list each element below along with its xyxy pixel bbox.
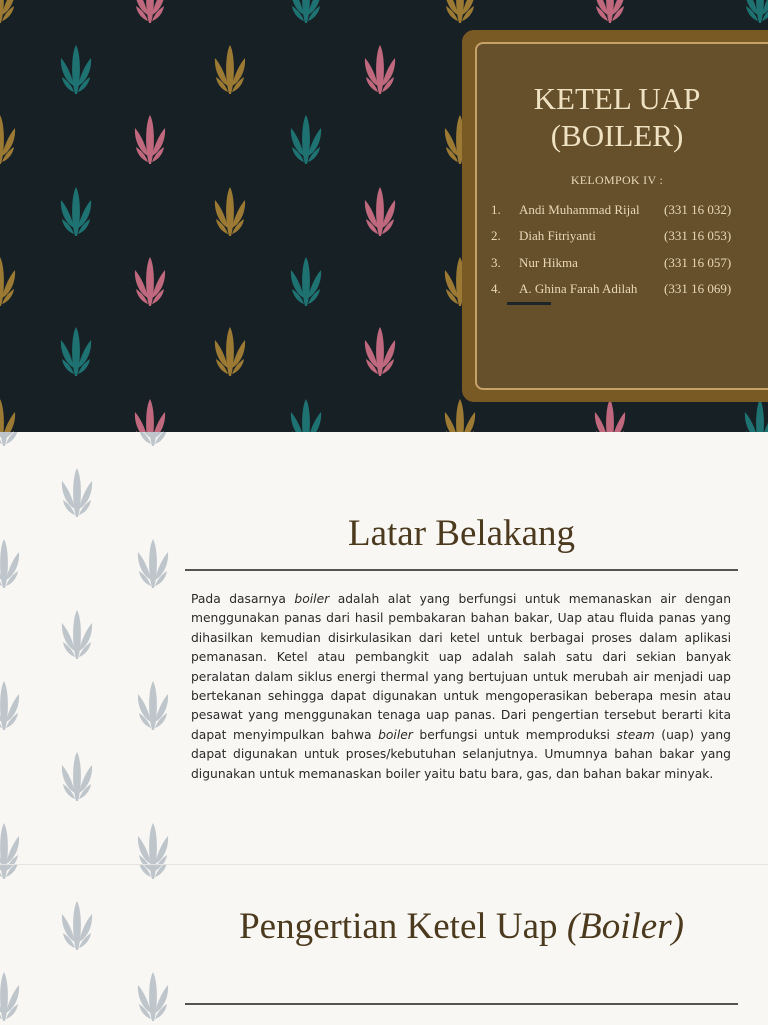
leaf-icon xyxy=(365,327,395,376)
leaf-icon xyxy=(138,972,168,1021)
member-item xyxy=(491,281,761,297)
leaf-icon xyxy=(138,681,168,730)
member-item xyxy=(491,202,761,218)
accent-underline xyxy=(507,302,551,305)
paragraph-text: adalah alat yang berfungsi untuk memanaskan air dengan menggunakan panas dari hasil pembakaran bahan bakar, Uap atau fluida panas yang dihasilkan kemudian disirkulasikan dari ketel untuk berbagai proses dalam aplikasi pemanasan. Ketel atau pembangkit uap adalah salah satu dari sekian banyak peralatan dalam siklus energi thermal yang bertujuan untuk merubah air menjadi uap bertekanan sehingga dapat digunakan untuk mengoperasikan beberapa mesin atau pesawat yang menggunakan tenaga uap panas. Dari pengertian tersebut berarti kita dapat menyimpulkan bahwa xyxy=(191,592,731,742)
leaf-icon xyxy=(445,399,475,432)
title-line-1: KETEL UAP xyxy=(533,81,701,116)
leaf-icon xyxy=(0,432,19,446)
leaf-icon xyxy=(135,0,165,23)
title-slide xyxy=(0,0,768,432)
leaf-icon xyxy=(365,45,395,94)
member-id: (331 16 057) xyxy=(664,255,732,270)
leaf-icon xyxy=(291,115,321,164)
leaf-icon xyxy=(0,257,15,306)
member-id: (331 16 053) xyxy=(664,228,732,243)
definition-slide xyxy=(0,864,768,1025)
member-name: Nur Hikma xyxy=(519,255,578,270)
leaf-icon xyxy=(135,115,165,164)
paragraph-text: berfungsi untuk memproduksi xyxy=(412,727,617,742)
section-heading: Latar Belakang xyxy=(347,513,576,554)
section-heading xyxy=(185,905,738,948)
leaf-icon xyxy=(62,468,92,517)
leaf-icon xyxy=(61,45,91,94)
italic-term: steam xyxy=(616,727,655,742)
leaf-icon xyxy=(61,187,91,236)
member-id: (331 16 069) xyxy=(664,281,732,296)
leaf-icon xyxy=(62,901,92,950)
title-card-inner xyxy=(475,42,768,390)
leaf-icon xyxy=(135,257,165,306)
leaf-icon xyxy=(0,0,15,23)
paragraph-text: Pada dasarnya xyxy=(191,592,295,606)
member-name: Andi Muhammad Rijal xyxy=(519,202,640,217)
group-label: KELOMPOK IV : xyxy=(570,173,664,187)
member-id: (331 16 032) xyxy=(664,202,732,217)
leaf-icon xyxy=(291,257,321,306)
heading-italic: (Boiler) xyxy=(566,906,684,947)
leaf-icon xyxy=(138,865,168,879)
paragraph-text: (uap) yang dapat digunakan untuk proses/kebutuhan selanjutnya. Umumnya bahan bakar yang digunakan untuk memanaskan boiler yaitu batu bara, gas, dan bahan bakar minyak. xyxy=(191,727,731,781)
member-number: 1. xyxy=(491,202,501,217)
leaf-icon xyxy=(215,187,245,236)
leaf-icon xyxy=(62,610,92,659)
slide-title xyxy=(477,80,757,154)
background-slide xyxy=(0,432,768,864)
leaf-icon xyxy=(138,432,168,446)
leaf-icon xyxy=(745,399,768,432)
heading-plain: Pengertian Ketel Uap xyxy=(239,906,567,947)
leaf-icon xyxy=(291,399,321,432)
leaf-icon xyxy=(0,115,15,164)
leaf-icon xyxy=(135,399,165,432)
leaf-icon xyxy=(595,0,625,23)
title-line-2: (BOILER) xyxy=(550,118,684,153)
member-item xyxy=(491,228,761,244)
member-number: 4. xyxy=(491,281,501,296)
leaf-icon xyxy=(61,327,91,376)
italic-term: boiler xyxy=(378,727,413,742)
leaf-pattern-sidebar xyxy=(0,865,190,1025)
leaf-icon xyxy=(745,0,768,23)
leaf-icon xyxy=(215,45,245,94)
member-number: 2. xyxy=(491,228,501,243)
leaf-icon xyxy=(62,752,92,801)
leaf-icon xyxy=(0,539,19,588)
leaf-pattern-sidebar xyxy=(0,432,190,864)
member-item xyxy=(491,255,761,271)
leaf-icon xyxy=(138,823,168,864)
body-paragraph xyxy=(191,590,731,784)
leaf-icon xyxy=(0,399,15,432)
leaf-icon xyxy=(0,681,19,730)
italic-term: boiler xyxy=(294,592,330,606)
leaf-icon xyxy=(138,539,168,588)
leaf-icon xyxy=(595,399,625,432)
leaf-icon xyxy=(215,327,245,376)
heading-divider xyxy=(185,1003,738,1005)
member-number: 3. xyxy=(491,255,501,270)
heading-divider xyxy=(185,569,738,571)
member-name: Diah Fitriyanti xyxy=(519,228,596,243)
leaf-icon xyxy=(0,823,19,864)
leaf-icon xyxy=(291,0,321,23)
leaf-icon xyxy=(0,865,19,879)
leaf-icon xyxy=(0,972,19,1021)
leaf-icon xyxy=(365,187,395,236)
member-name: A. Ghina Farah Adilah xyxy=(519,281,638,296)
title-card xyxy=(462,30,768,402)
leaf-icon xyxy=(445,0,475,23)
